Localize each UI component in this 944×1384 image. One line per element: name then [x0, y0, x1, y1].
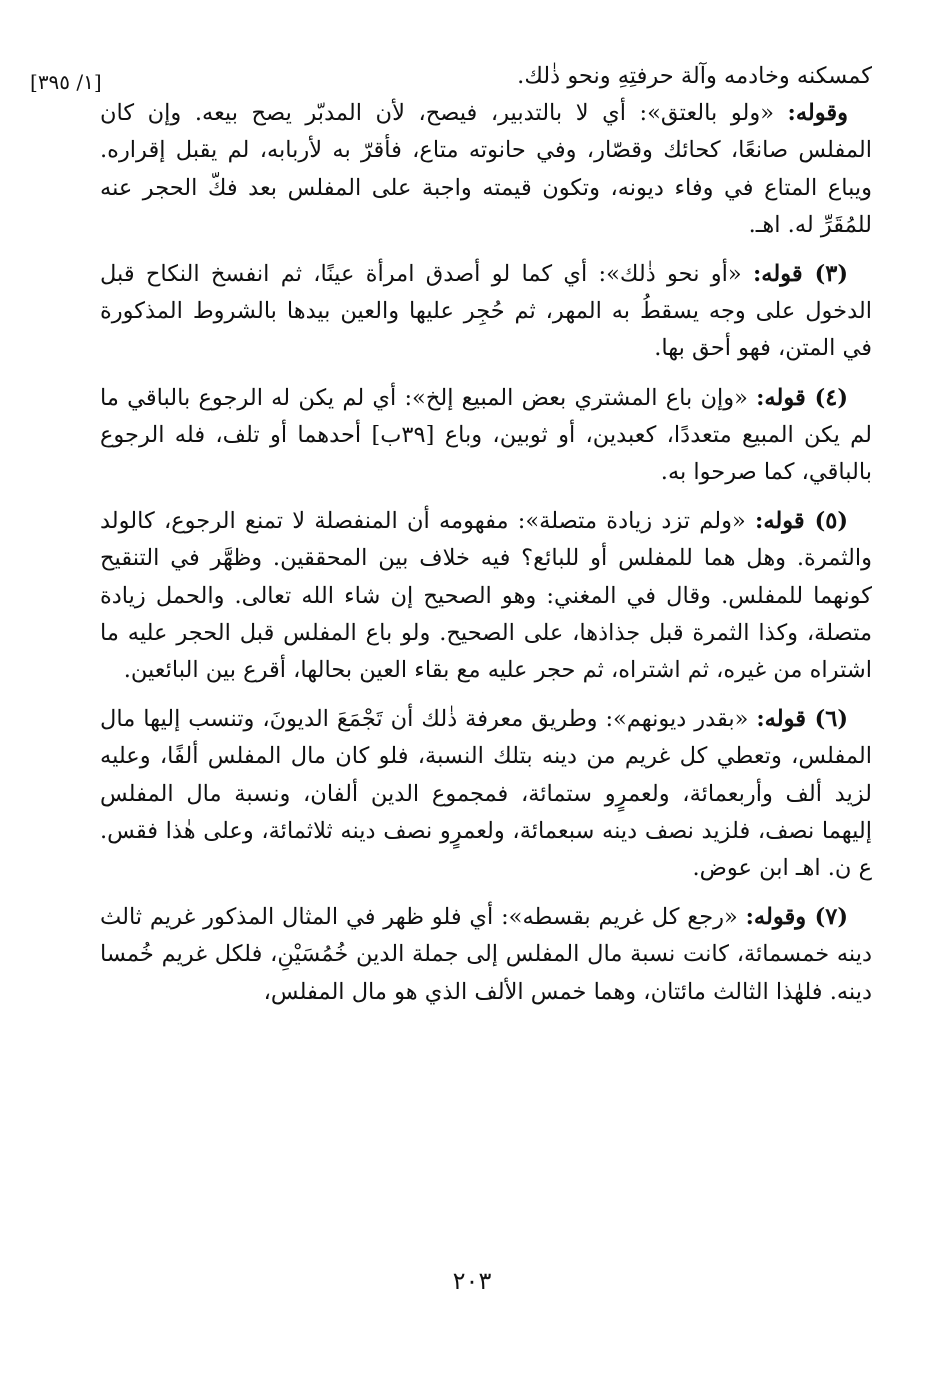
paragraph-text: «بقدر ديونهم»: وطريق معرفة ذٰلك أن تَجْمَعَ الديونَ، وتنسب إليها مال المفلس، وتعطي كل غريم من دينه بتلك النسبة، فلو كان مال المفلس ألفًا، وعليه لزيد ألف وأربعمائة، ولعمرٍو ستمائة، فمجموع الدين ألفان، ونسبة مال المفلس إليهما نصف، فلزيد نصف دينه سبعمائة، ولعمرٍو نصف دينه ثلاثمائة، وعلى هٰذا فقس. ع ن. اهـ ابن عوض.: [100, 706, 873, 882]
paragraph-text: كمسكنه وخادمه وآلة حرفتِهِ ونحو ذٰلك.: [517, 63, 872, 89]
note-lead: (٤) قوله:: [756, 384, 849, 411]
note-lead: وقوله:: [787, 100, 848, 127]
paragraph-note-2: [100, 95, 872, 244]
paragraph-note-5: [100, 503, 872, 689]
paragraph-text: «ولم تزد زيادة متصلة»: مفهومه أن المنفصلة لا تمنع الرجوع، كالولد والثمرة. وهل هما للمفلس أو للبائع؟ فيه خلاف بين المحققين. وظهَّر في التنقيح كونهما للمفلس. وقال في المغني: وهو الصحيح إن شاء الله تعالى. والحمل زيادة متصلة، وكذا الثمرة قبل جذاذها، على الصحيح. ولو باع المفلس قبل الحجر عليه ما اشتراه من غيره، ثم اشتراه، ثم حجر عليه مع بقاء العين بحالها، أقرع بين البائعين.: [100, 508, 872, 684]
note-lead: (٦) قوله:: [756, 706, 848, 733]
page-number: ٢٠٣: [452, 1267, 492, 1295]
note-lead: (٣) قوله:: [753, 261, 848, 288]
paragraph-text: «وإن باع المشتري بعض المبيع إلخ»: أي لم يكن له الرجوع بالباقي ما لم يكن المبيع متعددًا، كعبدين، أو ثوبين، وباع [٣٩ب] أحدهما أو تلف، فله الرجوع بالباقي، كما صرحوا به.: [100, 384, 872, 486]
paragraph-note-4: [100, 380, 872, 492]
paragraph-text: «رجع كل غريم بقسطه»: أي فلو ظهر في المثال المذكور غريم ثالث دينه خمسمائة، كانت نسبة مال المفلس إلى جملة الدين خُمُسَيْنِ، فلكل غريم خُمسا دينه. فلهٰذا الثالث مائتان، وهما خمس الألف الذي هو مال المفلس،: [100, 904, 872, 1005]
paragraph-note-7: [100, 899, 872, 1011]
margin-reference: [١/ ٣٩٥]: [30, 70, 102, 94]
paragraph-text: «ولو بالعتق»: أي لا بالتدبير، فيصح، لأن المدبّر يصح بيعه. وإن كان المفلس صانعًا، كحائك وقصّار، وفي حانوته متاع، فأقرّ به لأربابه، لم يقبل إقراره. ويباع المتاع في وفاء ديونه، وتكون قيمته واجبة على المفلس بعد فكّ الحجر عنه للمُقَرِّ له. اهـ.: [100, 100, 872, 238]
paragraph-note-3: [100, 256, 872, 368]
commentary-text: [100, 58, 872, 1011]
note-lead: (٧) وقوله:: [745, 904, 848, 931]
paragraph-note-6: [100, 701, 872, 887]
paragraph-continuation: [100, 58, 872, 95]
note-lead: (٥) قوله:: [755, 508, 848, 535]
paragraph-text: «أو نحو ذٰلك»: أي كما لو أصدق امرأة عينًا، ثم انفسخ النكاح قبل الدخول على وجه يسقطُ به المهر، ثم حُجِر عليها والعين بيدها بالشروط المذكورة في المتن، فهو أحق بها.: [100, 261, 872, 362]
